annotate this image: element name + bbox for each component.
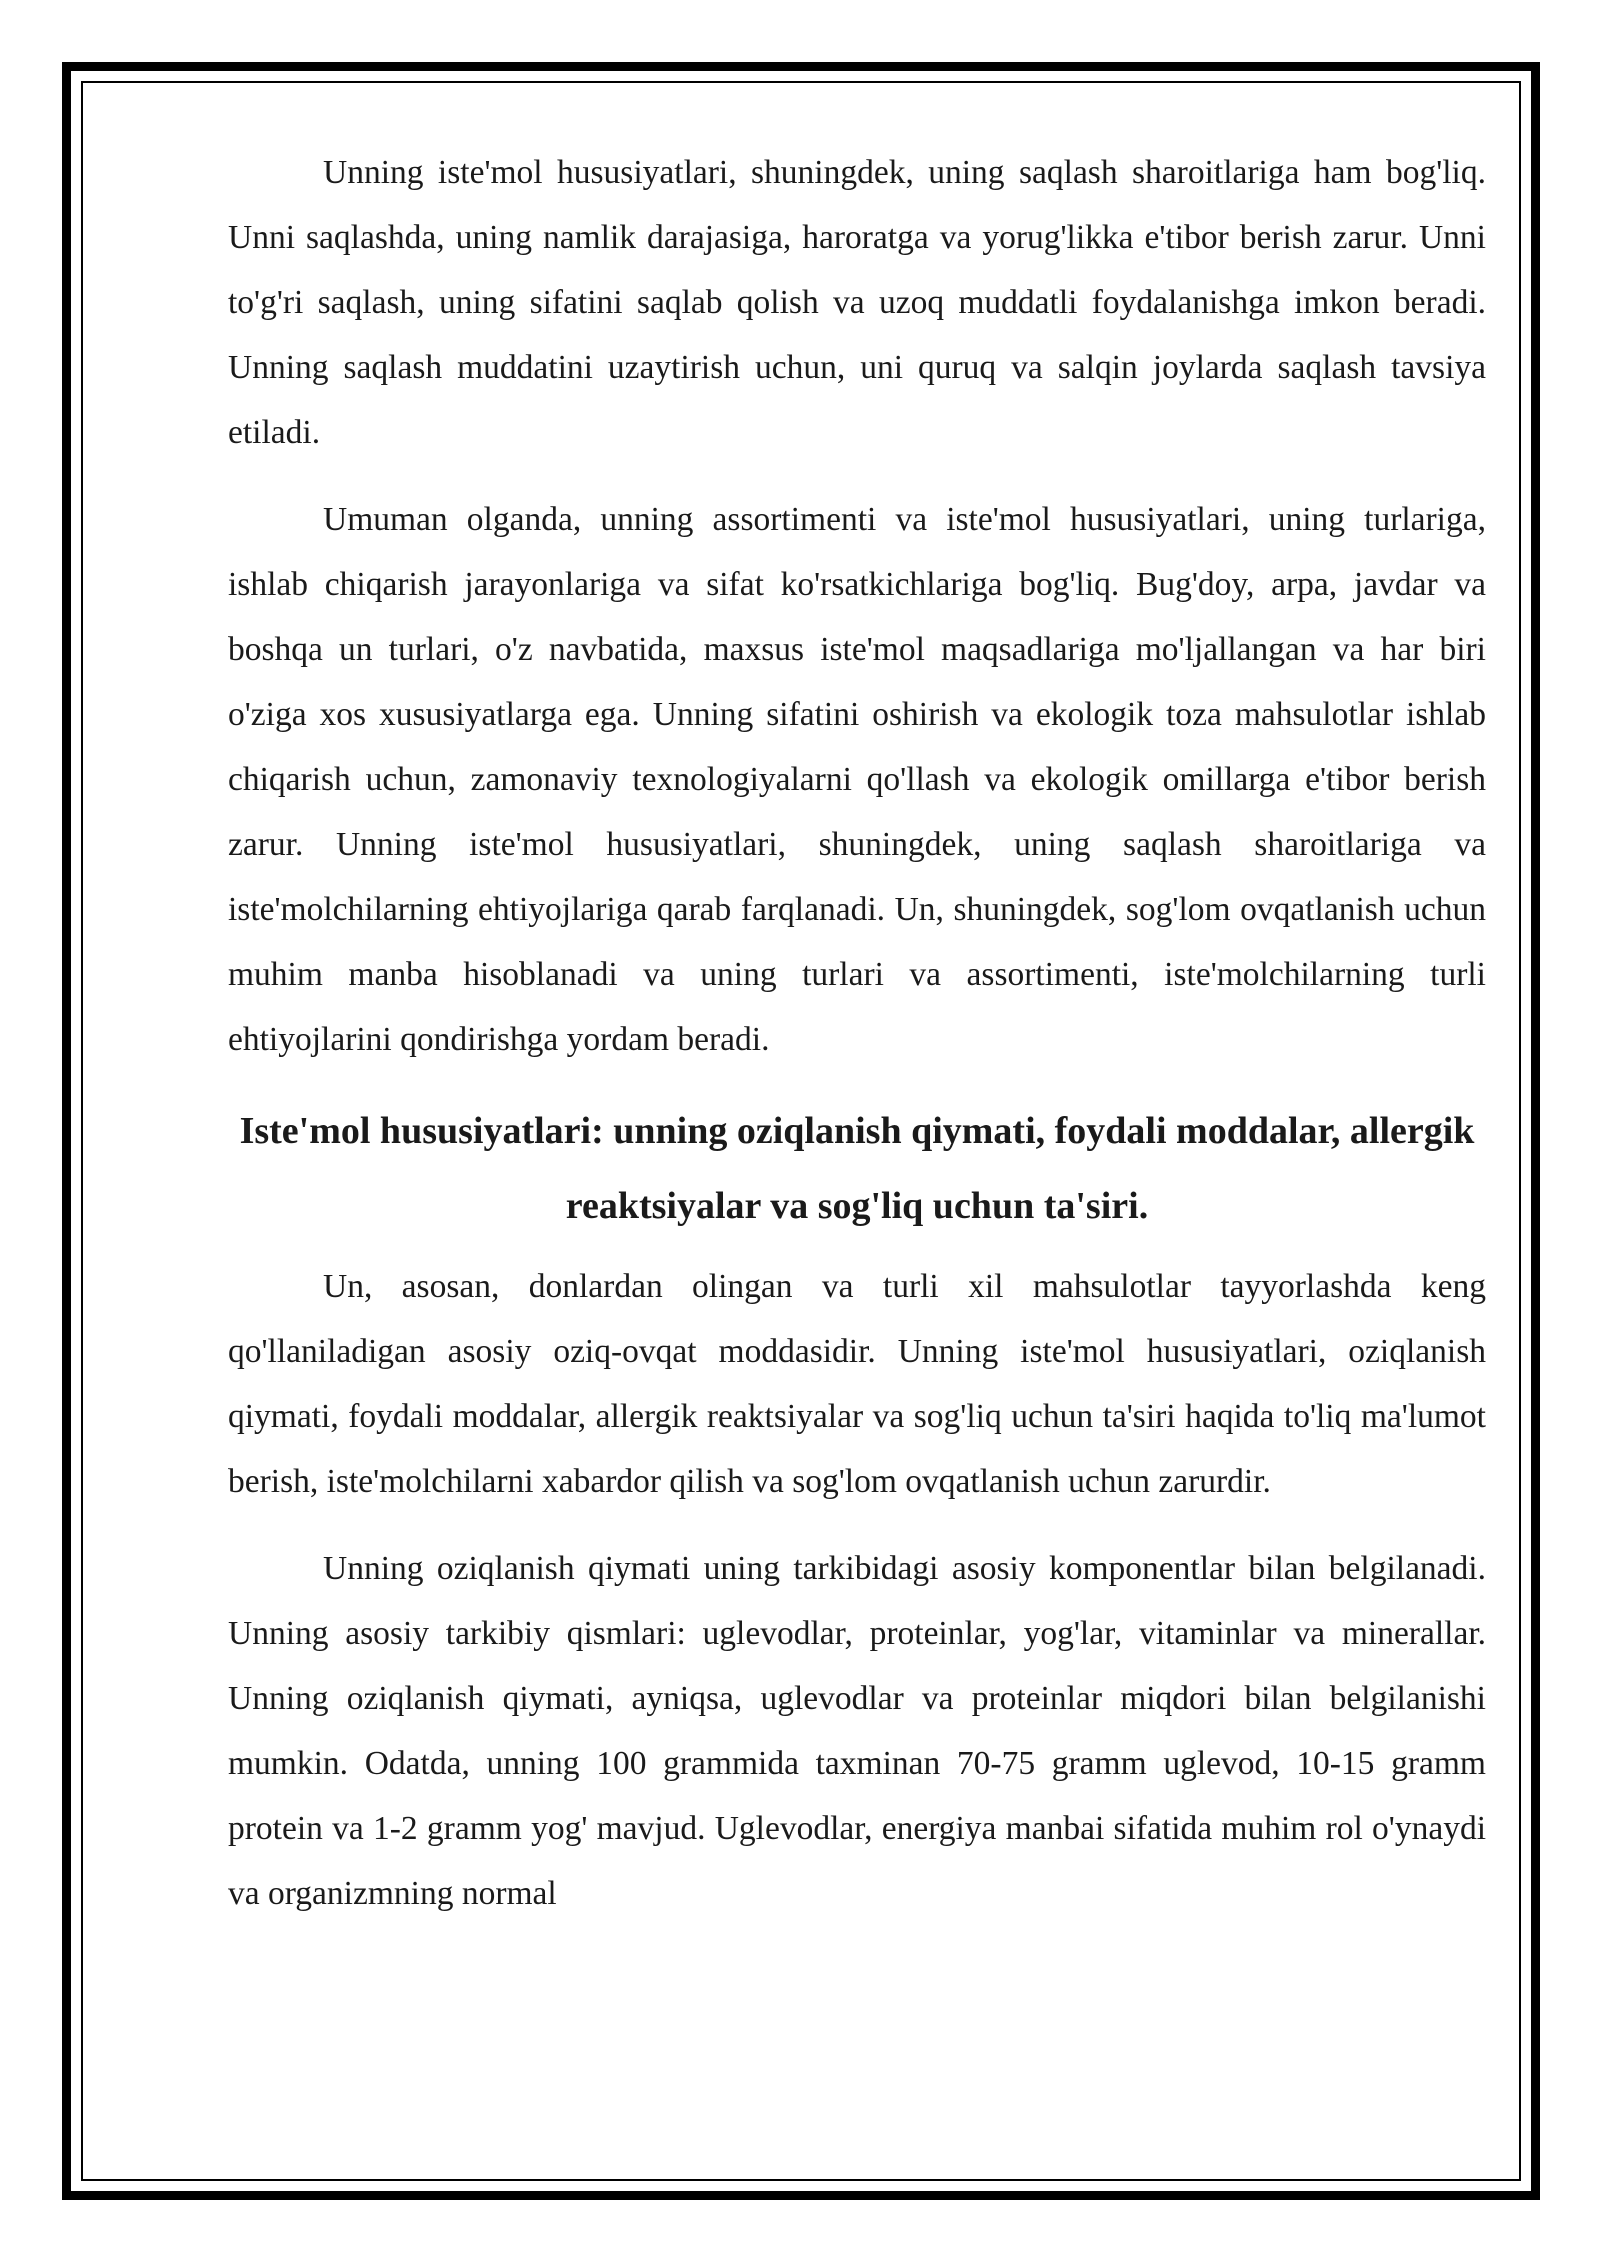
paragraph-storage: Unning iste'mol hususiyatlari, shuningdek, uning saqlash sharoitlariga ham bog'liq. Unni saqlashda, uning namlik darajasiga, haroratga va yorug'likka e'tibor berish zarur. Unni to'g'ri saqlash, uning sifatini saqlab qolish va uzoq muddatli foydalanishga imkon beradi. Unning saqlash muddatini uzaytirish uchun, uni quruq va salqin joylarda saqlash tavsiya etiladi. bbox=[228, 154, 1486, 451]
paragraph-intro: Un, asosan, donlardan olingan va turli xil mahsulotlar tayyorlashda keng qo'llaniladigan asosiy oziq-ovqat moddasidir. Unning iste'mol hususiyatlari, oziqlanish qiymati, foydali moddalar, allergik reaktsiyalar va sog'liq uchun ta'siri haqida to'liq ma'lumot berish, iste'molchilarni xabardor qilish va sog'lom ovqatlanish uchun zarurdir. bbox=[228, 1268, 1486, 1500]
paragraph-nutrition-value: Unning oziqlanish qiymati uning tarkibidagi asosiy komponentlar bilan belgilanadi. Unning asosiy tarkibiy qismlari: uglevodlar, proteinlar, yog'lar, vitaminlar va minerallar. Unning oziqlanish qiymati, ayniqsa, uglevodlar va proteinlar miqdori bilan belgilanishi mumkin. Odatda, unning 100 grammida taxminan 70-75 gramm uglevod, 10-15 gramm protein va 1-2 gramm yog' mavjud. Uglevodlar, energiya manbai sifatida muhim rol o'ynaydi va organizmning normal bbox=[228, 1550, 1486, 1912]
section-heading: Iste'mol hususiyatlari: unning oziqlanish qiymati, foydali moddalar, allergik reaktsiyalar va sog'liq uchun ta'siri. bbox=[239, 1110, 1475, 1227]
paragraph-assortment-summary: Umuman olganda, unning assortimenti va iste'mol hususiyatlari, uning turlariga, ishlab chiqarish jarayonlariga va sifat ko'rsatkichlariga bog'liq. Bug'doy, arpa, javdar va boshqa un turlari, o'z navbatida, maxsus iste'mol maqsadlariga mo'ljallangan va har biri o'ziga xos xususiyatlarga ega. Unning sifatini oshirish va ekologik toza mahsulotlar ishlab chiqarish uchun, zamonaviy texnologiyalarni qo'llash va ekologik omillarga e'tibor berish zarur. Unning iste'mol hususiyatlari, shuningdek, uning saqlash sharoitlariga va iste'molchilarning ehtiyojlariga qarab farqlanadi. Un, shuningdek, sog'lom ovqatlanish uchun muhim manba hisoblanadi va uning turlari va assortimenti, iste'molchilarning turli ehtiyojlarini qondirishga yordam beradi. bbox=[228, 501, 1486, 1058]
document-body bbox=[228, 140, 1486, 1948]
